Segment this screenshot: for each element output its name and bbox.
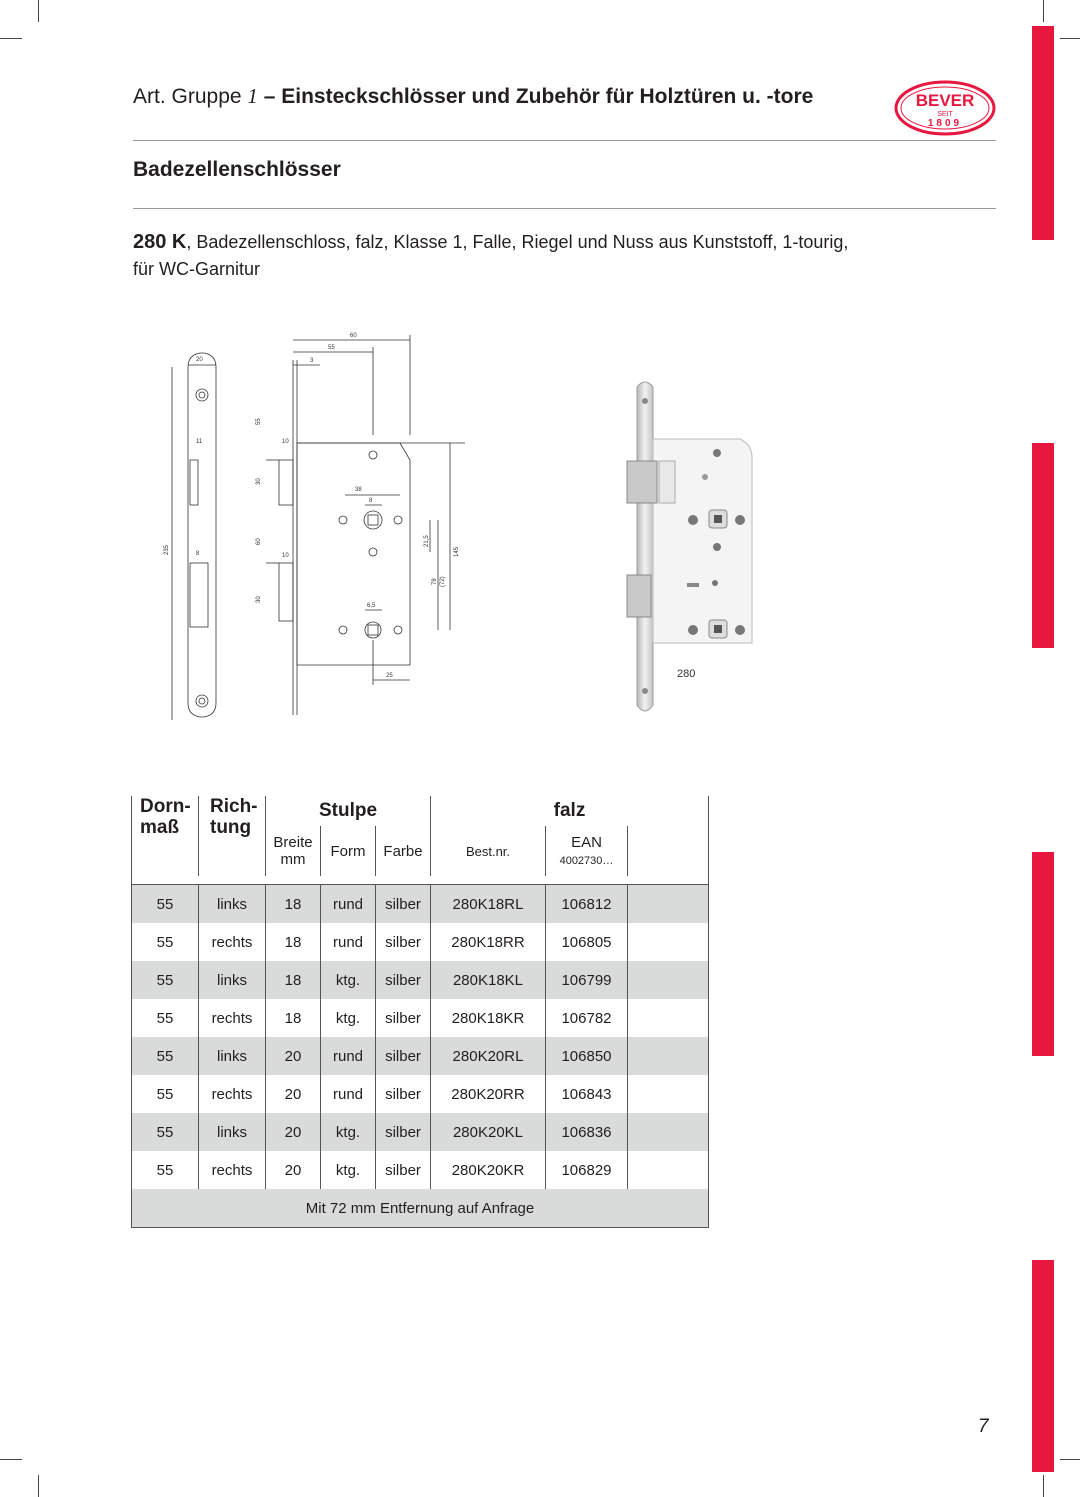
table-row [132,961,709,999]
svg-text:SEIT: SEIT [937,111,953,118]
svg-text:11: 11 [196,439,203,445]
cell-breite: 20 [266,1113,321,1151]
cell-ean: 106843 [546,1075,628,1113]
cell-richtung: links [199,885,266,923]
cell-form: rund [321,1037,376,1075]
svg-text:10: 10 [282,439,289,445]
crop-mark [38,1475,39,1497]
register-tab [1032,852,1054,1056]
register-tab [1032,1260,1054,1472]
cell-dorn: 55 [132,923,199,961]
crop-mark [0,1459,22,1460]
technical-drawing [160,325,480,725]
table-row [132,885,709,923]
svg-text:60: 60 [350,333,357,339]
cell-ean: 106805 [546,923,628,961]
cell-form: rund [321,1075,376,1113]
cell-extra [628,1113,709,1151]
svg-text:3: 3 [310,358,314,364]
svg-text:10: 10 [282,553,289,559]
cell-farbe: silber [376,1113,431,1151]
cell-ean: 106782 [546,999,628,1037]
cell-farbe: silber [376,1037,431,1075]
cell-farbe: silber [376,1075,431,1113]
cell-richtung: rechts [199,1075,266,1113]
cell-bestnr: 280K18KL [431,961,546,999]
cell-ean: 106812 [546,885,628,923]
cell-ean: 106850 [546,1037,628,1075]
cell-bestnr: 280K20KL [431,1113,546,1151]
table-row [132,1037,709,1075]
product-description [133,229,993,283]
cell-extra [628,961,709,999]
svg-text:25: 25 [386,673,393,679]
cell-dorn: 55 [132,999,199,1037]
svg-text:6,5: 6,5 [367,603,376,609]
svg-text:1809: 1809 [927,118,963,129]
crop-mark [0,38,22,39]
group-title: – Einsteckschlösser und Zubehör für Holztüren u. -tore [263,85,814,108]
cell-richtung: rechts [199,1151,266,1189]
cell-extra [628,1075,709,1113]
cell-ean: 106836 [546,1113,628,1151]
cell-breite: 18 [266,961,321,999]
col-header-extra [628,826,709,876]
col-header-ean: EAN 4002730… [546,826,628,876]
cell-extra [628,1151,709,1189]
svg-text:30: 30 [256,478,262,485]
col-header-form: Form [321,826,376,876]
table-row [132,999,709,1037]
product-text-line2: für WC-Garnitur [133,259,261,279]
cell-dorn: 55 [132,885,199,923]
svg-text:145: 145 [454,546,460,557]
bever-logo [894,80,996,136]
svg-text:60: 60 [256,538,262,545]
table-row [132,1151,709,1189]
cell-breite: 20 [266,1075,321,1113]
cell-richtung: links [199,1037,266,1075]
cell-bestnr: 280K18RL [431,885,546,923]
section-rule [133,208,996,209]
cell-dorn: 55 [132,1075,199,1113]
cell-extra [628,885,709,923]
table-row [132,923,709,961]
cell-farbe: silber [376,923,431,961]
cell-form: rund [321,923,376,961]
cell-farbe: silber [376,885,431,923]
cell-dorn: 55 [132,961,199,999]
col-header-breite: Breite mm [266,826,321,876]
cell-form: ktg. [321,999,376,1037]
group-number: 1 [247,84,258,108]
svg-text:(72): (72) [440,576,446,587]
cell-dorn: 55 [132,1113,199,1151]
svg-text:BEVER: BEVER [915,91,975,110]
cell-form: ktg. [321,961,376,999]
cell-bestnr: 280K20RR [431,1075,546,1113]
cell-ean: 106799 [546,961,628,999]
cell-bestnr: 280K18KR [431,999,546,1037]
col-header-stulpe: Stulpe [266,796,431,826]
svg-text:8: 8 [369,498,373,504]
svg-text:38: 38 [355,487,362,493]
crop-mark [1043,1475,1044,1497]
cell-farbe: silber [376,999,431,1037]
svg-text:8: 8 [196,551,200,557]
cell-bestnr: 280K20RL [431,1037,546,1075]
svg-text:78: 78 [432,578,438,585]
photo-caption: 280 [677,668,696,680]
table-note: Mit 72 mm Entfernung auf Anfrage [132,1189,709,1228]
cell-form: ktg. [321,1151,376,1189]
cell-breite: 18 [266,923,321,961]
cell-richtung: rechts [199,923,266,961]
cell-bestnr: 280K20KR [431,1151,546,1189]
product-text: , Badezellenschloss, falz, Klasse 1, Falle, Riegel und Nuss aus Kunststoff, 1-tourig, [186,232,849,252]
col-header-richtung: Rich- tung [199,796,266,876]
col-header-farbe: Farbe [376,826,431,876]
page-number: 7 [978,1416,989,1437]
cell-breite: 20 [266,1037,321,1075]
cell-farbe: silber [376,961,431,999]
svg-text:30: 30 [256,596,262,603]
cell-dorn: 55 [132,1151,199,1189]
svg-text:20: 20 [196,357,203,363]
group-label: Art. Gruppe [133,85,242,108]
page-header [133,84,813,109]
cell-extra [628,999,709,1037]
cell-richtung: links [199,961,266,999]
cell-form: ktg. [321,1113,376,1151]
register-tab [1032,26,1054,240]
svg-text:55: 55 [256,418,262,425]
cell-ean: 106829 [546,1151,628,1189]
product-code: 280 K [133,231,187,253]
cell-form: rund [321,885,376,923]
svg-text:55: 55 [328,345,335,351]
cell-breite: 20 [266,1151,321,1189]
cell-extra [628,923,709,961]
svg-text:21,5: 21,5 [424,535,430,547]
cell-breite: 18 [266,885,321,923]
section-title: Badezellenschlösser [133,158,341,181]
product-table [131,796,709,1228]
crop-mark [1060,1459,1080,1460]
header-rule [133,140,996,141]
crop-mark [38,0,39,22]
cell-dorn: 55 [132,1037,199,1075]
col-header-bestnr: Best.nr. [431,826,546,876]
cell-breite: 18 [266,999,321,1037]
register-tab [1032,443,1054,648]
cell-richtung: links [199,1113,266,1151]
cell-richtung: rechts [199,999,266,1037]
cell-bestnr: 280K18RR [431,923,546,961]
cell-farbe: silber [376,1151,431,1189]
col-header-falz: falz [431,796,709,826]
svg-text:235: 235 [164,544,170,555]
table-row [132,1113,709,1151]
col-header-dornmass: Dorn- maß [132,796,199,876]
crop-mark [1043,0,1044,22]
table-row [132,1075,709,1113]
cell-extra [628,1037,709,1075]
crop-mark [1060,38,1080,39]
